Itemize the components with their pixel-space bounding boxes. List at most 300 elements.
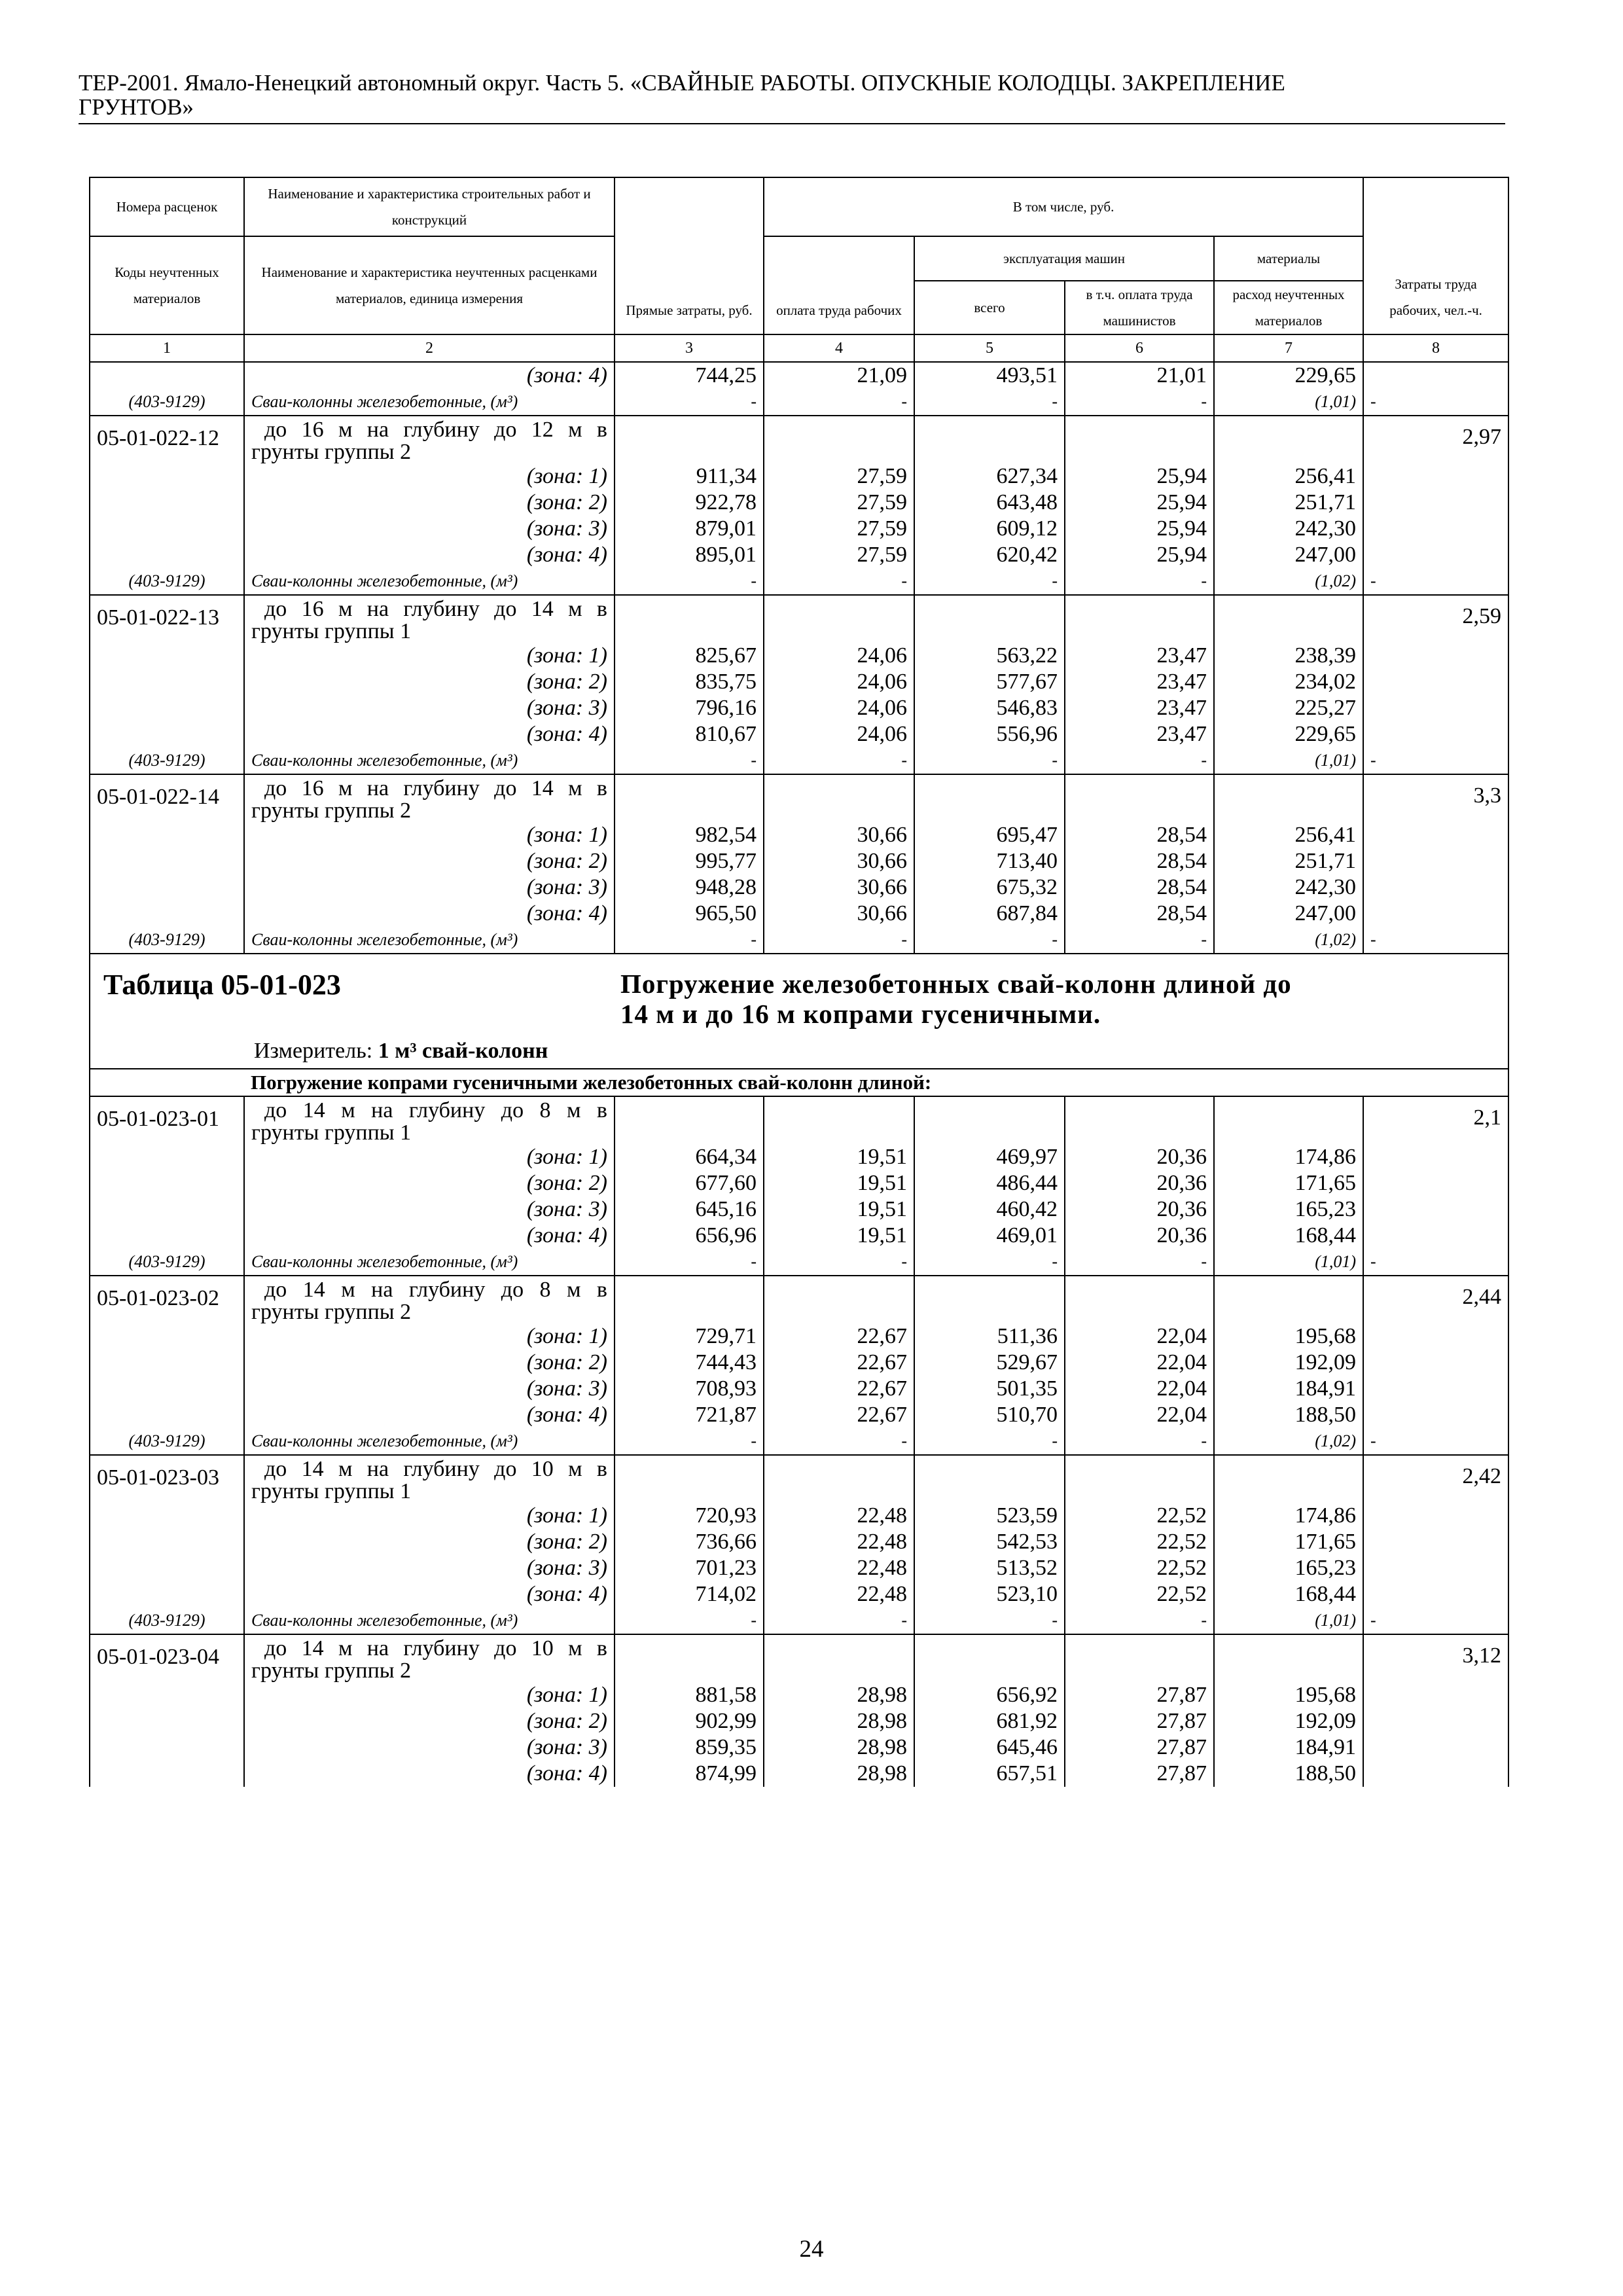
value-cell: 469,97 (914, 1144, 1065, 1170)
rate-description-line2: грунты группы 2 (251, 440, 412, 464)
material-row (90, 1249, 1508, 1276)
material-dash: - (764, 927, 914, 954)
material-name: Сваи-колонны железобетонные, (м³) (244, 1428, 615, 1455)
material-dash: - (764, 1428, 914, 1455)
material-code: (403-9129) (90, 927, 244, 954)
rate-row (90, 774, 1508, 822)
material-end: - (1363, 568, 1508, 595)
value-cell: 493,51 (914, 362, 1065, 389)
empty-cell (1065, 595, 1214, 643)
value-cell: 30,66 (764, 874, 914, 901)
value-cell: 184,91 (1214, 1734, 1363, 1761)
value-cell: 171,65 (1214, 1170, 1363, 1196)
value-cell: 620,42 (914, 542, 1065, 568)
code-cell (90, 1350, 244, 1376)
table-caption-line1: Погружение железобетонных свай-колонн длиной до (620, 969, 1292, 999)
value-cell: 256,41 (1214, 822, 1363, 848)
empty-cell (914, 774, 1065, 822)
value-cell: 965,50 (615, 901, 764, 927)
labor-cell (1363, 1708, 1508, 1734)
labor-cell (1363, 1555, 1508, 1581)
material-qty: (1,02) (1214, 568, 1363, 595)
value-cell: 645,16 (615, 1196, 764, 1223)
material-dash: - (1065, 568, 1214, 595)
value-cell: 242,30 (1214, 516, 1363, 542)
value-cell: 192,09 (1214, 1708, 1363, 1734)
material-code: (403-9129) (90, 568, 244, 595)
value-cell: 577,67 (914, 669, 1065, 695)
material-end: - (1363, 1249, 1508, 1276)
value-cell: 192,09 (1214, 1350, 1363, 1376)
value-cell: 22,52 (1065, 1555, 1214, 1581)
value-cell: 28,98 (764, 1682, 914, 1708)
value-cell: 25,94 (1065, 516, 1214, 542)
code-cell (90, 669, 244, 695)
value-cell: 744,25 (615, 362, 764, 389)
value-cell: 27,87 (1065, 1761, 1214, 1787)
zone-label: (зона: 4) (244, 901, 615, 927)
material-qty: (1,01) (1214, 747, 1363, 774)
value-cell: 30,66 (764, 901, 914, 927)
zone-row (90, 1682, 1508, 1708)
table-caption (620, 969, 1292, 1029)
value-cell: 27,59 (764, 542, 914, 568)
value-cell: 171,65 (1214, 1529, 1363, 1555)
head-incl: В том числе, руб. (764, 177, 1363, 236)
value-cell: 902,99 (615, 1708, 764, 1734)
rate-description (244, 1276, 615, 1323)
value-cell: 256,41 (1214, 463, 1363, 490)
code-cell (90, 1376, 244, 1402)
labor-cell (1363, 1223, 1508, 1249)
empty-cell (914, 416, 1065, 463)
value-cell: 27,87 (1065, 1708, 1214, 1734)
labor-cell (1363, 1323, 1508, 1350)
labor-cell (1363, 1734, 1508, 1761)
value-cell: 25,94 (1065, 542, 1214, 568)
zone-row (90, 1323, 1508, 1350)
labor-value: 3,12 (1363, 1634, 1508, 1682)
rate-description-line1: до 16 м на глубину до 14 м в (264, 597, 607, 621)
rates-table (89, 177, 1509, 1787)
head-col4: оплата труда рабочих (764, 236, 914, 334)
zone-label: (зона: 2) (244, 1170, 615, 1196)
zone-label: (зона: 3) (244, 695, 615, 721)
zone-row (90, 1734, 1508, 1761)
zone-row (90, 490, 1508, 516)
value-cell: 664,34 (615, 1144, 764, 1170)
rate-description-line2: грунты группы 1 (251, 1479, 412, 1503)
material-qty: (1,02) (1214, 927, 1363, 954)
labor-cell (1363, 362, 1508, 389)
value-cell: 511,36 (914, 1323, 1065, 1350)
empty-cell (1065, 774, 1214, 822)
value-cell: 184,91 (1214, 1376, 1363, 1402)
empty-cell (764, 595, 914, 643)
value-cell: 27,59 (764, 463, 914, 490)
empty-cell (1065, 416, 1214, 463)
zone-row (90, 874, 1508, 901)
material-dash: - (615, 1249, 764, 1276)
value-cell: 188,50 (1214, 1761, 1363, 1787)
material-dash: - (1065, 1607, 1214, 1634)
value-cell: 22,04 (1065, 1350, 1214, 1376)
empty-cell (1065, 1276, 1214, 1323)
empty-cell (1214, 595, 1363, 643)
labor-cell (1363, 1682, 1508, 1708)
rate-description-line1: до 14 м на глубину до 10 м в (264, 1457, 607, 1481)
value-cell: 486,44 (914, 1170, 1065, 1196)
material-dash: - (914, 1607, 1065, 1634)
material-qty: (1,01) (1214, 1249, 1363, 1276)
empty-cell (1214, 1455, 1363, 1503)
material-dash: - (914, 568, 1065, 595)
labor-cell (1363, 874, 1508, 901)
material-dash: - (615, 1428, 764, 1455)
material-dash: - (764, 568, 914, 595)
subhead-empty (90, 1069, 244, 1096)
value-cell: 168,44 (1214, 1581, 1363, 1607)
rate-code: 05-01-023-02 (90, 1276, 244, 1323)
value-cell: 238,39 (1214, 643, 1363, 669)
value-cell: 22,48 (764, 1529, 914, 1555)
rate-code: 05-01-023-04 (90, 1634, 244, 1682)
material-dash: - (914, 747, 1065, 774)
material-row (90, 1607, 1508, 1634)
value-cell: 542,53 (914, 1529, 1065, 1555)
labor-cell (1363, 516, 1508, 542)
value-cell: 174,86 (1214, 1503, 1363, 1529)
zone-row (90, 1223, 1508, 1249)
empty-cell (764, 1455, 914, 1503)
zone-row (90, 1503, 1508, 1529)
material-dash: - (764, 1607, 914, 1634)
empty-cell (914, 1455, 1065, 1503)
value-cell: 721,87 (615, 1402, 764, 1428)
value-cell: 25,94 (1065, 490, 1214, 516)
value-cell: 681,92 (914, 1708, 1065, 1734)
value-cell: 546,83 (914, 695, 1065, 721)
value-cell: 643,48 (914, 490, 1065, 516)
zone-row (90, 669, 1508, 695)
value-cell: 27,87 (1065, 1734, 1214, 1761)
zone-row (90, 1529, 1508, 1555)
col-number: 5 (914, 334, 1065, 362)
value-cell: 627,34 (914, 463, 1065, 490)
zone-row (90, 1196, 1508, 1223)
value-cell: 513,52 (914, 1555, 1065, 1581)
value-cell: 22,48 (764, 1555, 914, 1581)
empty-cell (914, 1634, 1065, 1682)
value-cell: 796,16 (615, 695, 764, 721)
zone-row (90, 463, 1508, 490)
meter (103, 1038, 1495, 1064)
material-dash: - (914, 389, 1065, 416)
code-cell (90, 1581, 244, 1607)
code-cell (90, 1196, 244, 1223)
material-row (90, 389, 1508, 416)
material-end: - (1363, 747, 1508, 774)
empty-cell (1065, 1634, 1214, 1682)
value-cell: 810,67 (615, 721, 764, 747)
value-cell: 22,52 (1065, 1581, 1214, 1607)
empty-cell (764, 1096, 914, 1144)
value-cell: 27,59 (764, 490, 914, 516)
empty-cell (1065, 1455, 1214, 1503)
rate-description-line2: грунты группы 2 (251, 798, 412, 823)
head-machines: эксплуатация машин (914, 236, 1214, 281)
zone-label: (зона: 3) (244, 874, 615, 901)
head-col1-top: Номера расценок (90, 177, 244, 236)
rate-description-line2: грунты группы 2 (251, 1659, 412, 1683)
empty-cell (1214, 1096, 1363, 1144)
code-cell (90, 643, 244, 669)
zone-label: (зона: 3) (244, 1555, 615, 1581)
zone-row (90, 901, 1508, 927)
zone-label: (зона: 2) (244, 669, 615, 695)
material-end: - (1363, 1607, 1508, 1634)
code-cell (90, 822, 244, 848)
code-cell (90, 874, 244, 901)
value-cell: 22,04 (1065, 1323, 1214, 1350)
zone-row (90, 721, 1508, 747)
zone-row (90, 848, 1508, 874)
material-dash: - (914, 927, 1065, 954)
empty-cell (615, 416, 764, 463)
value-cell: 677,60 (615, 1170, 764, 1196)
material-qty: (1,01) (1214, 389, 1363, 416)
value-cell: 922,78 (615, 490, 764, 516)
labor-cell (1363, 643, 1508, 669)
labor-cell (1363, 1503, 1508, 1529)
material-name: Сваи-колонны железобетонные, (м³) (244, 747, 615, 774)
labor-cell (1363, 1761, 1508, 1787)
zone-label: (зона: 1) (244, 1682, 615, 1708)
value-cell: 229,65 (1214, 721, 1363, 747)
material-dash: - (1065, 389, 1214, 416)
zone-row (90, 542, 1508, 568)
rate-description-line1: до 14 м на глубину до 8 м в (264, 1098, 607, 1122)
value-cell: 510,70 (914, 1402, 1065, 1428)
code-cell (90, 1761, 244, 1787)
zone-label: (зона: 2) (244, 848, 615, 874)
labor-value: 3,3 (1363, 774, 1508, 822)
value-cell: 825,67 (615, 643, 764, 669)
material-dash: - (615, 747, 764, 774)
rate-description (244, 1455, 615, 1503)
zone-label: (зона: 1) (244, 643, 615, 669)
zone-label: (зона: 4) (244, 362, 615, 389)
zone-row (90, 516, 1508, 542)
value-cell: 22,52 (1065, 1503, 1214, 1529)
labor-cell (1363, 1350, 1508, 1376)
empty-cell (1214, 774, 1363, 822)
labor-cell (1363, 901, 1508, 927)
material-dash: - (1065, 747, 1214, 774)
value-cell: 701,23 (615, 1555, 764, 1581)
value-cell: 460,42 (914, 1196, 1065, 1223)
labor-cell (1363, 669, 1508, 695)
page-number: 24 (799, 2236, 824, 2263)
head-col1-bottom: Коды неучтенных материалов (90, 236, 244, 334)
labor-cell (1363, 848, 1508, 874)
rate-code: 05-01-023-03 (90, 1455, 244, 1503)
value-cell: 563,22 (914, 643, 1065, 669)
zone-row (90, 1402, 1508, 1428)
zone-label: (зона: 4) (244, 542, 615, 568)
head-col5: всего (914, 281, 1065, 334)
code-cell (90, 1402, 244, 1428)
material-name: Сваи-колонны железобетонные, (м³) (244, 1607, 615, 1634)
header-line-1: ТЕР-2001. Ямало-Ненецкий автономный округ. Часть 5. «СВАЙНЫЕ РАБОТЫ. ОПУСКНЫЕ КОЛОДЦЫ. ЗАКРЕПЛЕНИЕ (79, 70, 1285, 96)
material-name: Сваи-колонны железобетонные, (м³) (244, 389, 615, 416)
empty-cell (615, 1455, 764, 1503)
value-cell: 24,06 (764, 643, 914, 669)
col-number: 7 (1214, 334, 1363, 362)
material-code: (403-9129) (90, 389, 244, 416)
labor-cell (1363, 463, 1508, 490)
value-cell: 168,44 (1214, 1223, 1363, 1249)
rate-description (244, 774, 615, 822)
value-cell: 695,47 (914, 822, 1065, 848)
subhead-row (90, 1069, 1508, 1096)
empty-cell (615, 1276, 764, 1323)
empty-cell (615, 774, 764, 822)
rate-description (244, 1634, 615, 1682)
col-number: 4 (764, 334, 914, 362)
code-cell (90, 490, 244, 516)
material-name: Сваи-колонны железобетонные, (м³) (244, 927, 615, 954)
material-dash: - (764, 747, 914, 774)
value-cell: 523,59 (914, 1503, 1065, 1529)
code-cell (90, 1503, 244, 1529)
value-cell: 675,32 (914, 874, 1065, 901)
value-cell: 247,00 (1214, 542, 1363, 568)
code-cell (90, 721, 244, 747)
value-cell: 19,51 (764, 1170, 914, 1196)
rate-row (90, 416, 1508, 463)
material-qty: (1,01) (1214, 1607, 1363, 1634)
value-cell: 30,66 (764, 848, 914, 874)
value-cell: 556,96 (914, 721, 1065, 747)
value-cell: 24,06 (764, 721, 914, 747)
value-cell: 247,00 (1214, 901, 1363, 927)
value-cell: 20,36 (1065, 1196, 1214, 1223)
table-number: Таблица 05-01-023 (103, 969, 341, 1001)
value-cell: 188,50 (1214, 1402, 1363, 1428)
labor-cell (1363, 1376, 1508, 1402)
labor-cell (1363, 1402, 1508, 1428)
material-dash: - (1065, 1428, 1214, 1455)
head-col6: в т.ч. оплата труда машинистов (1065, 281, 1214, 334)
empty-cell (1214, 1276, 1363, 1323)
material-row (90, 747, 1508, 774)
value-cell: 736,66 (615, 1529, 764, 1555)
zone-label: (зона: 4) (244, 1223, 615, 1249)
rate-row (90, 1096, 1508, 1144)
value-cell: 22,48 (764, 1581, 914, 1607)
value-cell: 174,86 (1214, 1144, 1363, 1170)
value-cell: 22,67 (764, 1350, 914, 1376)
empty-cell (615, 1096, 764, 1144)
value-cell: 22,04 (1065, 1402, 1214, 1428)
zone-label: (зона: 1) (244, 822, 615, 848)
head-col2-top: Наименование и характеристика строительных работ и конструкций (244, 177, 615, 236)
col-number: 2 (244, 334, 615, 362)
code-cell (90, 1323, 244, 1350)
zone-label: (зона: 1) (244, 1503, 615, 1529)
labor-cell (1363, 1581, 1508, 1607)
code-cell (90, 542, 244, 568)
code-cell (90, 1170, 244, 1196)
code-cell (90, 695, 244, 721)
material-name: Сваи-колонны железобетонные, (м³) (244, 568, 615, 595)
value-cell: 225,27 (1214, 695, 1363, 721)
table-title-wrap (103, 969, 1495, 1029)
zone-label: (зона: 1) (244, 1323, 615, 1350)
value-cell: 859,35 (615, 1734, 764, 1761)
value-cell: 874,99 (615, 1761, 764, 1787)
value-cell: 22,67 (764, 1402, 914, 1428)
head-col3: Прямые затраты, руб. (615, 177, 764, 334)
value-cell: 609,12 (914, 516, 1065, 542)
value-cell: 28,54 (1065, 874, 1214, 901)
value-cell: 24,06 (764, 695, 914, 721)
labor-cell (1363, 1196, 1508, 1223)
value-cell: 729,71 (615, 1323, 764, 1350)
value-cell: 28,54 (1065, 901, 1214, 927)
rate-row (90, 595, 1508, 643)
labor-cell (1363, 721, 1508, 747)
value-cell: 23,47 (1065, 643, 1214, 669)
empty-cell (764, 1276, 914, 1323)
page-header (79, 71, 1505, 124)
empty-cell (914, 1096, 1065, 1144)
material-qty: (1,02) (1214, 1428, 1363, 1455)
value-cell: 523,10 (914, 1581, 1065, 1607)
labor-cell (1363, 695, 1508, 721)
zone-label: (зона: 3) (244, 1376, 615, 1402)
zone-row (90, 1170, 1508, 1196)
value-cell: 23,47 (1065, 721, 1214, 747)
rate-description-line2: грунты группы 1 (251, 1121, 412, 1145)
value-cell: 19,51 (764, 1196, 914, 1223)
value-cell: 744,43 (615, 1350, 764, 1376)
header-line-2: ГРУНТОВ» (79, 94, 194, 120)
value-cell: 251,71 (1214, 490, 1363, 516)
value-cell: 501,35 (914, 1376, 1065, 1402)
value-cell: 19,51 (764, 1223, 914, 1249)
value-cell: 656,92 (914, 1682, 1065, 1708)
value-cell: 229,65 (1214, 362, 1363, 389)
material-dash: - (615, 1607, 764, 1634)
zone-label: (зона: 4) (244, 1761, 615, 1787)
zone-label: (зона: 1) (244, 1144, 615, 1170)
value-cell: 28,98 (764, 1734, 914, 1761)
empty-cell (615, 1634, 764, 1682)
value-cell: 20,36 (1065, 1170, 1214, 1196)
empty-cell (1214, 1634, 1363, 1682)
material-dash: - (615, 927, 764, 954)
value-cell: 22,04 (1065, 1376, 1214, 1402)
col-number: 3 (615, 334, 764, 362)
empty-cell (764, 1634, 914, 1682)
value-cell: 23,47 (1065, 695, 1214, 721)
zone-row (90, 1350, 1508, 1376)
value-cell: 234,02 (1214, 669, 1363, 695)
zone-row (90, 695, 1508, 721)
labor-cell (1363, 1170, 1508, 1196)
